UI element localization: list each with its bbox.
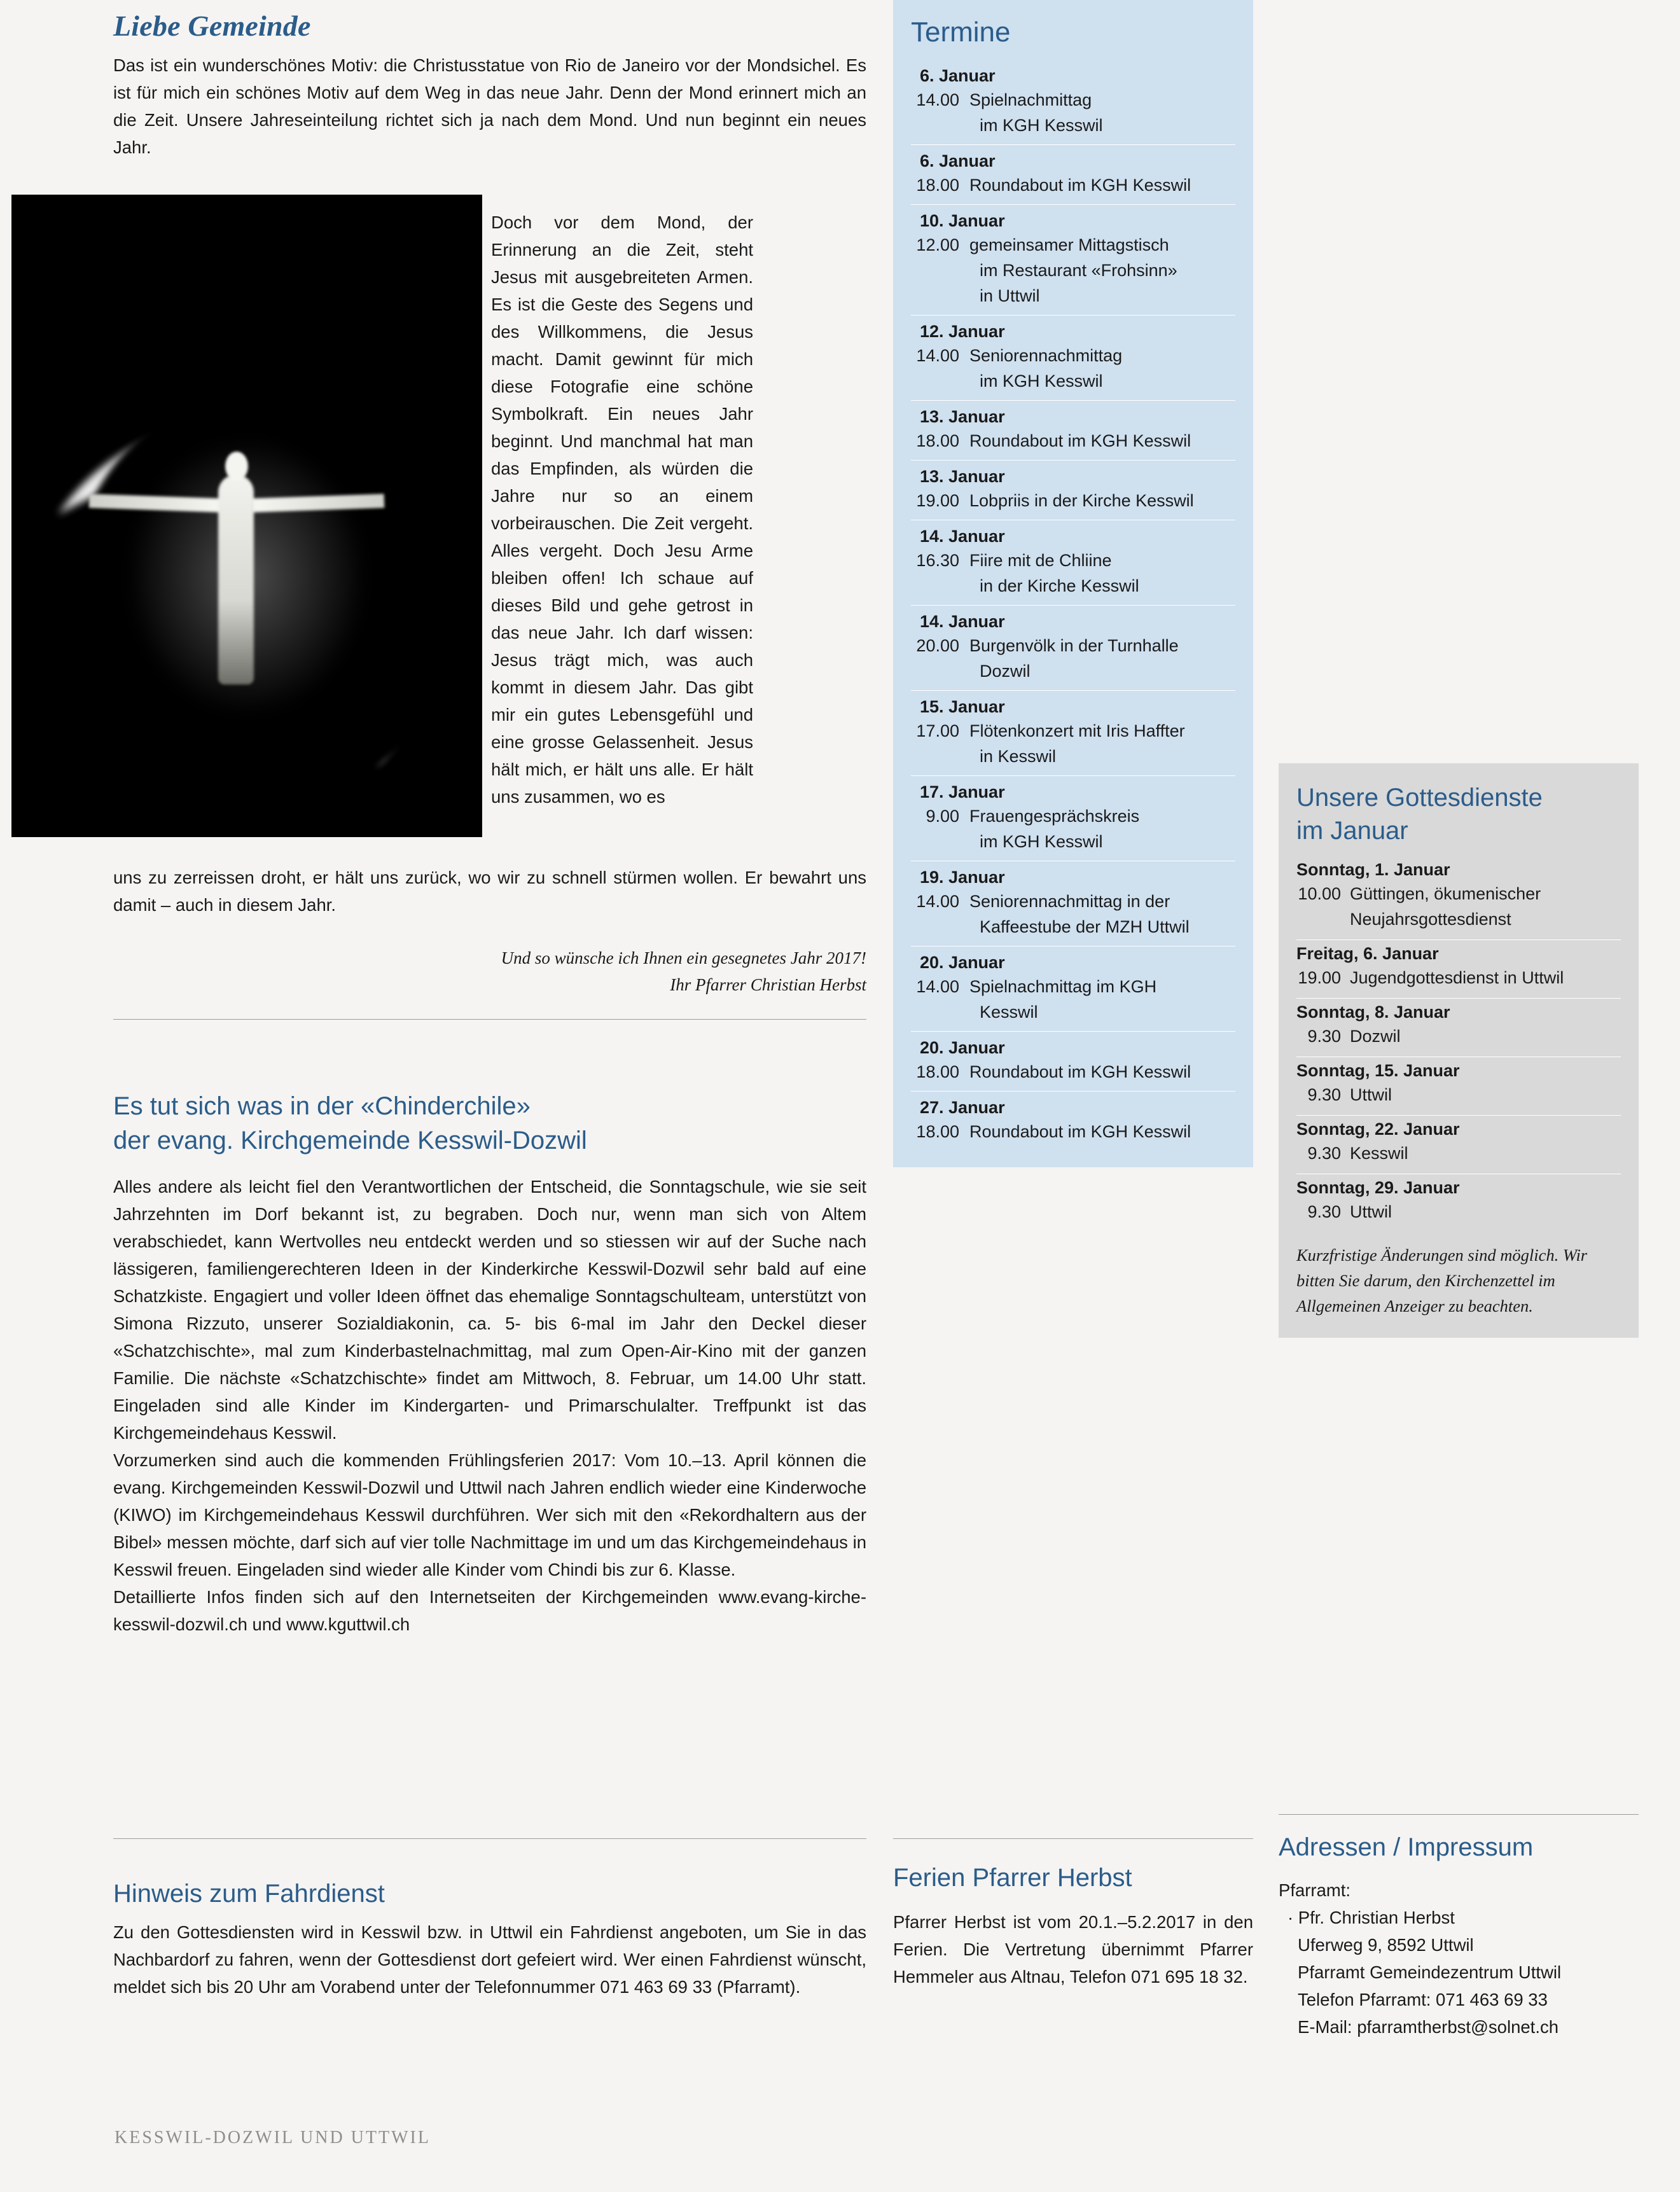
gottesdienste-title xyxy=(1296,781,1621,847)
termine-item xyxy=(911,947,1235,1032)
gottesdienst-item-line xyxy=(1296,1023,1621,1049)
gottesdienst-item xyxy=(1296,1116,1621,1174)
chinderchile-body xyxy=(113,1173,866,1638)
gottesdienst-item xyxy=(1296,940,1621,999)
termine-item xyxy=(911,316,1235,401)
termine-item-continuation: im KGH Kesswil xyxy=(980,832,1103,851)
page-footer: KESSWIL-DOZWIL UND UTTWIL xyxy=(115,2128,431,2147)
gottesdienst-item-time: 10.00 xyxy=(1298,884,1341,903)
termine-item-text: Frauengesprächskreis xyxy=(969,807,1140,826)
fahrdienst-title: Hinweis zum Fahrdienst xyxy=(113,1880,385,1908)
termine-item-date: 17. Januar xyxy=(920,782,1005,801)
termine-item-text: Roundabout im KGH Kesswil xyxy=(969,431,1191,450)
termine-item-continuation: Kaffeestube der MZH Uttwil xyxy=(980,917,1190,936)
gottesdienst-item-date: Sonntag, 22. Januar xyxy=(1296,1120,1460,1139)
termine-item-line xyxy=(911,633,1235,658)
adressen-line-2: Uferweg 9, 8592 Uttwil xyxy=(1298,1935,1474,1955)
termine-item-time: 16.30 xyxy=(916,551,959,570)
termine-item xyxy=(911,861,1235,947)
termine-item-text: Spielnachmittag im KGH xyxy=(969,977,1157,996)
gottesdienst-item-text: Güttingen, ökumenischer xyxy=(1350,884,1541,903)
termine-item-text: Spielnachmittag xyxy=(969,90,1092,109)
termine-item-continuation: im KGH Kesswil xyxy=(980,116,1103,135)
chinderchile-title-line-2: der evang. Kirchgemeinde Kesswil-Dozwil xyxy=(113,1127,587,1155)
gottesdienst-item xyxy=(1296,1057,1621,1116)
termine-item-line xyxy=(911,172,1235,198)
termine-item-time: 9.00 xyxy=(926,807,959,826)
termine-item-line xyxy=(911,1119,1235,1144)
termine-item-time: 20.00 xyxy=(916,636,959,655)
signature-line-2: Ihr Pfarrer Christian Herbst xyxy=(670,975,866,994)
gottesdienst-item-text: Uttwil xyxy=(1350,1202,1392,1221)
termine-item-line xyxy=(911,343,1235,368)
termine-item-line xyxy=(911,1059,1235,1085)
lead-wrap-paragraph: Doch vor dem Mond, der Erinnerung an die Zeit, steht Jesus mit ausgebreiteten Armen. Es ist die Geste des Segens und des Willkommens, die Jesus macht. Damit gewinnt für mich diese Fotografie eine schöne Symbolkraft. Ein neues Jahr beginnt. Und manchmal hat man das Empfinden, als würden die Jahre nur so an einem vorbeirauschen. Die Zeit vergeht. Alles vergeht. Doch Jesu Arme bleiben offen! Ich schaue auf dieses Bild und gehe getrost in das neue Jahr. Ich darf wissen: Jesus trägt mich, was auch kommt in diesem Jahr. Das gibt mir ein gutes Lebensgefühl und eine grosse Gelassenheit. Jesus hält mich, er hält uns alle. Er hält uns zusammen, wo es xyxy=(491,212,753,807)
termine-item-text: gemeinsamer Mittagstisch xyxy=(969,235,1169,254)
gottesdienst-item xyxy=(1296,999,1621,1057)
adressen-line-5: E-Mail: pfarramtherbst@solnet.ch xyxy=(1298,2017,1559,2037)
adressen-title: Adressen / Impressum xyxy=(1279,1833,1534,1861)
termine-item-time: 14.00 xyxy=(916,892,959,911)
termine-item xyxy=(911,606,1235,691)
gottesdienst-item-date: Sonntag, 15. Januar xyxy=(1296,1061,1460,1080)
termine-item xyxy=(911,776,1235,861)
gottesdienst-item-line xyxy=(1296,881,1621,906)
termine-item-date: 13. Januar xyxy=(920,407,1005,426)
lead-signature xyxy=(113,945,866,998)
termine-item-time: 14.00 xyxy=(916,90,959,109)
divider-mid-1 xyxy=(893,1838,1253,1839)
termine-item-continuation: in der Kirche Kesswil xyxy=(980,576,1139,595)
termine-item-line xyxy=(911,718,1235,744)
chinderchile-paragraph-2: Vorzumerken sind auch die kommenden Frühlingsferien 2017: Vom 10.–13. April können die evang. Kirchgemeinden Kesswil-Dozwil und Uttwil nach Jahren endlich wieder eine Kinderwoche (KIWO) im Kirchgemeindehaus Kesswil durchführen. Wer sich mit den «Rekordhaltern aus der Bibel» messen möchte, darf sich auf vier tolle Nachmittage im und um das Kirchgemeindehaus in Kesswil freuen. Eingeladen sind wieder alle Kinder vom Chindi bis zur 6. Klasse. xyxy=(113,1450,866,1579)
gottesdienst-item-date: Sonntag, 1. Januar xyxy=(1296,860,1450,879)
termine-item-date: 19. Januar xyxy=(920,868,1005,887)
termine-item-time: 12.00 xyxy=(916,235,959,254)
termine-item-date: 20. Januar xyxy=(920,1038,1005,1057)
termine-item-line xyxy=(911,548,1235,573)
termine-title: Termine xyxy=(911,17,1011,48)
termine-item-time: 14.00 xyxy=(916,977,959,996)
termine-item xyxy=(911,691,1235,776)
gottesdienst-item-time: 9.30 xyxy=(1307,1202,1341,1221)
gottesdienst-item-date: Freitag, 6. Januar xyxy=(1296,944,1439,963)
termine-item-text: Roundabout im KGH Kesswil xyxy=(969,1062,1191,1081)
gottesdienst-item-time: 9.30 xyxy=(1307,1085,1341,1104)
termine-item-continuation: in Kesswil xyxy=(980,747,1057,766)
termine-item-time: 18.00 xyxy=(916,1062,959,1081)
termine-item-text: Roundabout im KGH Kesswil xyxy=(969,1122,1191,1141)
fahrdienst-body: Zu den Gottesdiensten wird in Kesswil bzw. in Uttwil ein Fahrdienst angeboten, um Sie in das Nachbardorf zu fahren, wenn der Gottesdienst dort gefeiert wird. Wer einen Fahrdienst wünscht, meldet sich bis 20 Uhr am Vorabend unter der Telefonnummer 071 463 69 33 (Pfarramt). xyxy=(113,1922,866,1997)
termine-item xyxy=(911,401,1235,461)
termine-item-date: 10. Januar xyxy=(920,211,1005,230)
termine-item-date: 14. Januar xyxy=(920,612,1005,631)
termine-item-date: 20. Januar xyxy=(920,953,1005,972)
termine-item-time: 17.00 xyxy=(916,721,959,740)
gottesdienste-title-line-1: Unsere Gottesdienste xyxy=(1296,784,1543,812)
termine-item xyxy=(911,520,1235,606)
termine-item xyxy=(911,461,1235,520)
termine-item-date: 13. Januar xyxy=(920,467,1005,486)
termine-item-date: 6. Januar xyxy=(920,151,996,170)
gottesdienste-panel xyxy=(1279,763,1639,1338)
termine-item xyxy=(911,1092,1235,1151)
termine-item-date: 14. Januar xyxy=(920,527,1005,546)
chinderchile-paragraph-3: Detaillierte Infos finden sich auf den Internetseiten der Kirchgemeinden www.evang-kirche-kesswil-dozwil.ch und www.kguttwil.ch xyxy=(113,1587,866,1634)
gottesdienste-list xyxy=(1296,856,1621,1232)
termine-item-time: 14.00 xyxy=(916,346,959,365)
termine-item-time: 18.00 xyxy=(916,431,959,450)
termine-panel xyxy=(893,0,1253,1167)
lead-after-paragraph: uns zu zerreissen droht, er hält uns zurück, wo wir zu schnell stürmen wollen. Er bewahrt uns damit – auch in diesem Jahr. xyxy=(113,867,866,915)
gottesdienst-item-line xyxy=(1296,965,1621,990)
termine-item-text: Fiire mit de Chliine xyxy=(969,551,1112,570)
divider-right-1 xyxy=(1279,1814,1639,1815)
termine-item-continuation: im KGH Kesswil xyxy=(980,371,1103,391)
gottesdienst-item-text: Kesswil xyxy=(1350,1144,1408,1163)
chinderchile-title xyxy=(113,1089,866,1158)
termine-item xyxy=(911,205,1235,316)
termine-item-text: Flötenkonzert mit Iris Haffter xyxy=(969,721,1185,740)
adressen-line-3: Pfarramt Gemeindezentrum Uttwil xyxy=(1298,1962,1562,1982)
gottesdienste-note: Kurzfristige Änderungen sind möglich. Wir bitten Sie darum, den Kirchenzettel im Allgemeinen Anzeiger zu beachten. xyxy=(1296,1245,1588,1315)
termine-item-text: Seniorennachmittag in der xyxy=(969,892,1170,911)
photo-christ-statue-moon xyxy=(11,195,482,837)
statue-head xyxy=(225,452,248,481)
termine-item-continuation: Dozwil xyxy=(980,662,1031,681)
termine-item-time: 18.00 xyxy=(916,176,959,195)
gottesdienst-item xyxy=(1296,856,1621,940)
gottesdienst-item-date: Sonntag, 8. Januar xyxy=(1296,1002,1450,1022)
adressen-line-1: · Pfr. Christian Herbst xyxy=(1288,1908,1455,1927)
gottesdienst-item-text: Uttwil xyxy=(1350,1085,1392,1104)
termine-item xyxy=(911,145,1235,205)
termine-list xyxy=(911,60,1235,1151)
gottesdienste-title-line-2: im Januar xyxy=(1296,817,1408,845)
termine-item xyxy=(911,1032,1235,1092)
termine-item-text: Burgenvölk in der Turnhalle xyxy=(969,636,1179,655)
termine-item xyxy=(911,60,1235,145)
termine-item-time: 19.00 xyxy=(916,491,959,510)
termine-item-line xyxy=(911,803,1235,829)
termine-item-line xyxy=(911,974,1235,999)
chinderchile-paragraph-1: Alles andere als leicht fiel den Verantwortlichen der Entscheid, die Sonntagschule, wie sie seit Jahrzehnten im Dorf bekannt ist, zu begraben. Doch nur, wenn man sich von Altem verabschiedet, kann Wertvolles neu entdeckt werden und so stiessen wir auf der Suche nach lässigeren, familiengerechteren Ideen in der Kinderkirche Kesswil-Dozwil sehr bald auf eine Schatzkiste. Engagiert und voller Ideen öffnet das ehemalige Sonntagschulteam, unterstützt von Simona Rizzuto, unserer Sozialdiakonin, ca. 5- bis 6-mal im Jahr den Deckel dieser «Schatzchischte», mal zum Kinderbastelnachmittag, mal zum Open-Air-Kino mit der ganzen Familie. Die nächste «Schatzchischte» findet am Mittwoch, 8. Februar, um 14.00 Uhr statt. Eingeladen sind alle Kinder im Kindergarten- und Primarschulalter. Treffpunkt ist das Kirchgemeindehaus Kesswil. xyxy=(113,1177,866,1443)
gottesdienst-item xyxy=(1296,1174,1621,1232)
termine-item-continuation: Kesswil xyxy=(980,1002,1038,1022)
termine-item-continuation: in Uttwil xyxy=(980,286,1040,305)
termine-item-date: 6. Januar xyxy=(920,66,996,85)
ferien-body: Pfarrer Herbst ist vom 20.1.–5.2.2017 in den Ferien. Die Vertretung übernimmt Pfarrer Hemmeler aus Altnau, Telefon 071 695 18 32. xyxy=(893,1912,1253,1987)
gottesdienst-item-time: 9.30 xyxy=(1307,1027,1341,1046)
gottesdienst-item-text: Jugendgottesdienst in Uttwil xyxy=(1350,968,1564,987)
signature-line-1: Und so wünsche ich Ihnen ein gesegnetes Jahr 2017! xyxy=(501,948,866,968)
termine-item-date: 27. Januar xyxy=(920,1098,1005,1117)
gottesdienst-item-continuation: Neujahrsgottesdienst xyxy=(1350,910,1511,929)
gottesdienst-item-time: 9.30 xyxy=(1307,1144,1341,1163)
termine-item-time: 18.00 xyxy=(916,1122,959,1141)
gottesdienst-item-line xyxy=(1296,1199,1621,1224)
termine-item-line xyxy=(911,488,1235,513)
gottesdienst-item-line xyxy=(1296,1082,1621,1107)
gottesdienst-item-date: Sonntag, 29. Januar xyxy=(1296,1178,1460,1197)
adressen-label: Pfarramt: xyxy=(1279,1880,1351,1900)
termine-item-line xyxy=(911,889,1235,914)
page-title: Liebe Gemeinde xyxy=(113,10,311,42)
ferien-title: Ferien Pfarrer Herbst xyxy=(893,1864,1132,1892)
adressen-line-4: Telefon Pfarramt: 071 463 69 33 xyxy=(1298,1990,1548,2009)
termine-item-continuation: im Restaurant «Frohsinn» xyxy=(980,261,1177,280)
termine-item-text: Seniorennachmittag xyxy=(969,346,1123,365)
gottesdienst-item-line xyxy=(1296,1141,1621,1166)
statue-body xyxy=(218,475,254,684)
termine-item-text: Roundabout im KGH Kesswil xyxy=(969,176,1191,195)
termine-item-date: 12. Januar xyxy=(920,322,1005,341)
divider-left-2 xyxy=(113,1838,866,1839)
termine-item-text: Lobpriis in der Kirche Kesswil xyxy=(969,491,1194,510)
termine-item-line xyxy=(911,428,1235,454)
lead-article xyxy=(113,9,866,161)
gottesdienst-item-text: Dozwil xyxy=(1350,1027,1401,1046)
termine-item-date: 15. Januar xyxy=(920,697,1005,716)
adressen-body xyxy=(1279,1876,1639,2041)
divider-left-1 xyxy=(113,1019,866,1020)
gottesdienst-item-time: 19.00 xyxy=(1298,968,1341,987)
lead-intro-paragraph: Das ist ein wunderschönes Motiv: die Christusstatue von Rio de Janeiro vor der Mondsichel. Es ist für mich ein schönes Motiv auf dem Weg in das neue Jahr. Denn der Mond erinnert mich an die Zeit. Unsere Jahreseinteilung richtet sich ja nach dem Mond. Und nun beginnt ein neues Jahr. xyxy=(113,55,866,157)
termine-item-line xyxy=(911,232,1235,258)
chinderchile-title-line-1: Es tut sich was in der «Chinderchile» xyxy=(113,1092,531,1120)
termine-item-line xyxy=(911,87,1235,113)
